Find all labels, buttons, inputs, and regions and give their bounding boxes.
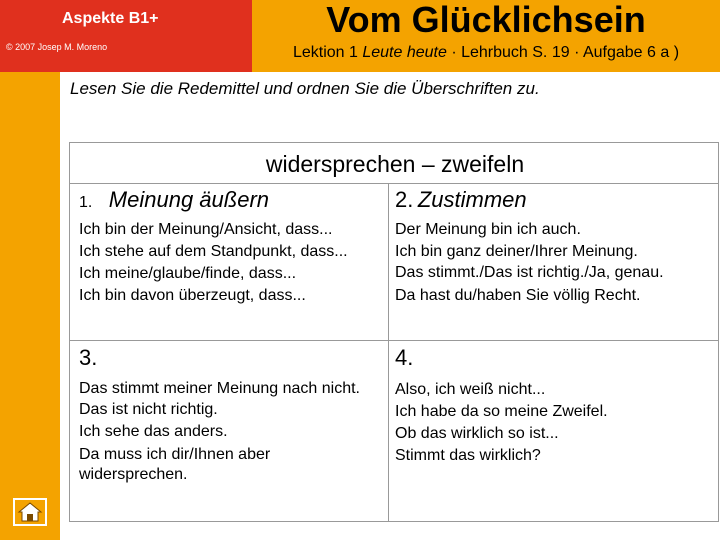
list-item: Da muss ich dir/Ihnen aber widersprechen.: [79, 446, 271, 483]
list-item: Stimmt das wirklich?: [395, 447, 541, 464]
col3-items: [79, 379, 369, 485]
page-title: Vom Glücklichsein: [326, 0, 646, 40]
col3-number: 3.: [79, 345, 98, 370]
brand-title: Aspekte B1+: [62, 10, 159, 27]
list-item: Ich bin davon überzeugt, dass...: [79, 287, 306, 304]
list-item: Ich meine/glaube/finde, dass...: [79, 265, 297, 282]
home-icon: [15, 500, 45, 524]
col1-items: [79, 219, 384, 307]
list-item: Ich sehe das anders.: [79, 423, 228, 440]
subtitle-prefix: Lektion 1: [292, 44, 363, 61]
subtitle-suffix: · Lehrbuch S. 19 · Aufgabe 6 a ): [446, 44, 680, 61]
col2-items: [395, 219, 695, 307]
list-item: Also, ich weiß nicht...: [395, 381, 546, 398]
col2-number: 2.: [395, 187, 414, 212]
col1-number: 1.: [79, 194, 93, 211]
table-divider: [70, 183, 718, 184]
brand-block: [0, 0, 252, 72]
list-item: Ich bin der Meinung/Ansicht, dass...: [79, 221, 333, 238]
phrase-table: [69, 142, 719, 522]
list-item: Da hast du/haben Sie völlig Recht.: [395, 287, 641, 304]
copyright: © 2007 Josep M. Moreno: [6, 42, 108, 52]
col1-title: Meinung äußern: [108, 187, 270, 212]
list-item: Ob das wirklich so ist...: [395, 425, 559, 442]
subtitle-italic: Leute heute: [362, 44, 447, 61]
col4-number: 4.: [395, 345, 414, 370]
page-subtitle: [252, 40, 720, 66]
col4-items: [395, 379, 695, 467]
list-item: Das ist nicht richtig.: [79, 401, 218, 418]
table-column-divider: [388, 183, 389, 521]
instruction-text: Lesen Sie die Redemittel und ordnen Sie die Überschriften zu.: [70, 79, 540, 98]
home-button[interactable]: [13, 498, 47, 526]
table-divider: [70, 340, 718, 341]
col4-header: [395, 345, 695, 371]
list-item: Das stimmt meiner Meinung nach nicht.: [79, 380, 360, 397]
col1-header: [79, 187, 384, 213]
col3-header: [79, 345, 379, 371]
list-item: Der Meinung bin ich auch.: [395, 221, 581, 238]
col2-header: [395, 187, 715, 213]
sidebar: [0, 0, 60, 540]
list-item: Ich bin ganz deiner/Ihrer Meinung.: [395, 243, 638, 260]
table-heading: widersprechen – zweifeln: [265, 151, 525, 177]
col2-title: Zustimmen: [417, 187, 527, 212]
list-item: Ich habe da so meine Zweifel.: [395, 403, 608, 420]
list-item: Ich stehe auf dem Standpunkt, dass...: [79, 243, 348, 260]
list-item: Das stimmt./Das ist richtig./Ja, genau.: [395, 264, 664, 281]
